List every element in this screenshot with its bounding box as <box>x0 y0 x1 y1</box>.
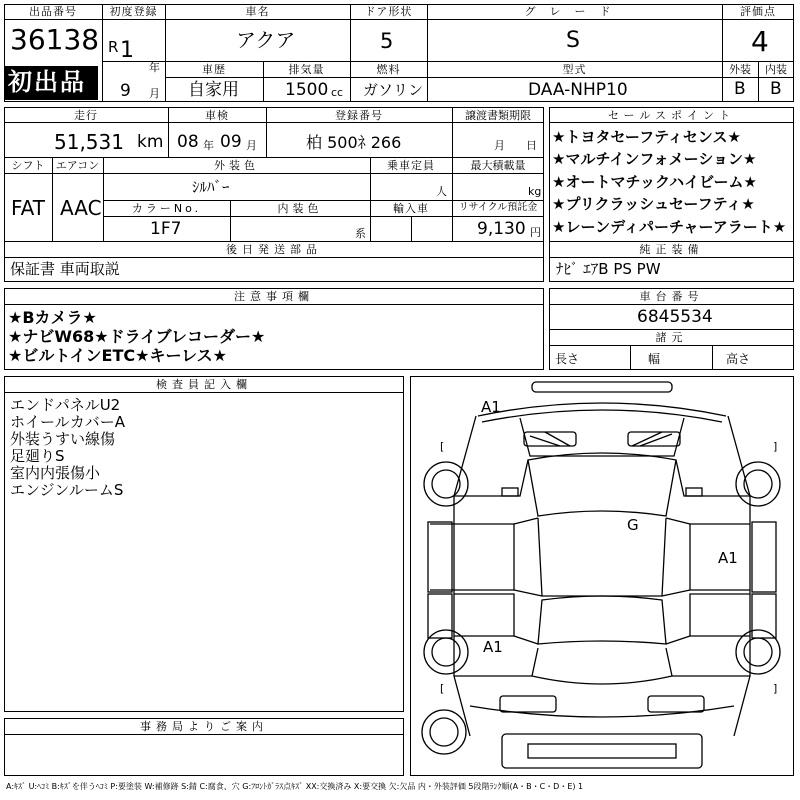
mileage-box <box>4 107 544 242</box>
later-parts-header: 後日発送部品 <box>226 243 322 256</box>
mileage-header: 走行 <box>74 109 98 122</box>
inspector-line: エンドパネルU2 <box>10 396 121 414</box>
lot-header: 出品番号 <box>29 5 77 18</box>
sales-points-header: セールスポイント <box>607 109 735 122</box>
registration-header: 初度登録 <box>109 5 158 18</box>
car-name-value: アクア <box>236 28 296 52</box>
damage-mark: A1 <box>483 638 503 656</box>
max-load-unit: kg <box>528 185 542 198</box>
displacement-unit: cc <box>331 86 344 99</box>
aircon-value: AAC <box>60 196 102 220</box>
capacity-unit: 人 <box>436 185 447 198</box>
model-header: 型式 <box>562 63 587 76</box>
inspection-header: 車検 <box>205 109 229 122</box>
interior-color-header: 内装色 <box>277 202 323 215</box>
note-line: ★ナビW68★ドライブレコーダー★ <box>8 327 266 346</box>
shift-value: FAT <box>11 196 46 220</box>
score-int-value: B <box>770 79 782 99</box>
inspection-month: 09 <box>220 132 242 152</box>
sales-point-item: ★オートマチックハイビーム★ <box>552 173 757 191</box>
office-header: 事務局よりご案内 <box>140 720 268 733</box>
car-diagram <box>410 376 794 776</box>
registration-year: 1 <box>120 38 134 63</box>
equipment-header: 純正装備 <box>639 243 704 256</box>
inspection-year: 08 <box>177 132 199 152</box>
color-no-header: カラーNo. <box>131 202 202 215</box>
mileage-unit: km <box>137 132 164 152</box>
sales-point-item: ★マルチインフォメーション★ <box>552 150 757 168</box>
transfer-month-unit: 月 <box>494 139 505 152</box>
inspection-year-unit: 年 <box>203 139 214 152</box>
grade-header: グレード <box>524 5 625 18</box>
recycle-header: リサイクル預託金 <box>458 202 538 213</box>
displacement-value: 1500 <box>285 80 329 100</box>
grade-value: S <box>566 28 580 53</box>
diagram-bracket: [ <box>440 682 445 695</box>
history-header: 車歴 <box>202 63 226 76</box>
dimension-height: 高さ <box>726 352 751 366</box>
interior-color-unit: 系 <box>355 227 366 240</box>
dimensions-header: 諸元 <box>655 331 688 344</box>
inspector-line: エンジンルームS <box>10 481 124 499</box>
later-parts-value: 保証書 車両取説 <box>10 260 120 278</box>
registration-month-unit: 月 <box>149 87 160 100</box>
damage-mark: G <box>627 516 639 534</box>
sales-point-item: ★レーンディパーチャーアラート★ <box>552 218 787 236</box>
registration-month: 9 <box>120 81 131 101</box>
chassis-value: 6845534 <box>637 307 713 327</box>
displacement-header: 排気量 <box>288 63 325 76</box>
note-line: ★ビルトインETC★キーレス★ <box>8 346 228 365</box>
max-load-header: 最大積載量 <box>470 159 526 172</box>
aircon-header: エアコン <box>55 159 100 172</box>
lot-number: 36138 <box>10 23 100 56</box>
registration-era: R <box>108 38 119 56</box>
score-header: 評価点 <box>740 5 776 18</box>
inspector-line: ホイールカバーA <box>10 413 125 431</box>
damage-mark: A1 <box>481 398 501 416</box>
dimension-length: 長さ <box>555 352 580 366</box>
plate-value: 柏 500ﾈ 266 <box>306 133 402 152</box>
diagram-bracket: ] <box>773 682 778 695</box>
chassis-header: 車台番号 <box>639 290 704 303</box>
fuel-header: 燃料 <box>376 63 401 76</box>
inspector-line: 室内内張傷小 <box>10 464 101 482</box>
mileage-value: 51,531 <box>54 130 124 154</box>
transfer-day-unit: 日 <box>526 139 537 152</box>
inspection-month-unit: 月 <box>246 139 257 152</box>
shift-header: シフト <box>11 159 45 172</box>
diagram-bracket: [ <box>440 440 445 453</box>
model-value: DAA-NHP10 <box>528 80 628 100</box>
score-ext-value: B <box>734 79 746 99</box>
legend-text: A:ｷｽﾞ U:ﾍｺﾐ B:ｷｽﾞを伴うﾍｺﾐ P:要塗装 W:補修跡 S:錆 C:腐食、穴 G:ﾌﾛﾝﾄｶﾞﾗｽ点ｷｽﾞ XX:交換済み X:要交換 欠:欠品 内・外装評価 5段階ﾗﾝｸ順(A・B・C・D・E) 1 <box>6 782 584 791</box>
transfer-deadline-header: 譲渡書類期限 <box>465 109 531 122</box>
fuel-value: ガソリン <box>363 81 424 99</box>
score-value: 4 <box>751 25 769 58</box>
equipment-value: ﾅﾋﾞ ｴｱB PS PW <box>556 260 661 278</box>
recycle-value: 9,130 <box>477 219 526 239</box>
doors-value: 5 <box>380 29 394 53</box>
inspector-line: 足廻りS <box>10 447 65 465</box>
registration-year-unit: 年 <box>149 61 160 74</box>
first-listing-label: 初出品 <box>8 68 86 96</box>
exterior-color-header: 外装色 <box>214 159 259 172</box>
dimension-width: 幅 <box>648 352 661 366</box>
damage-mark: A1 <box>718 549 738 567</box>
plate-header: 登録番号 <box>335 109 383 122</box>
history-value: 自家用 <box>188 80 239 100</box>
sales-point-item: ★トヨタセーフティセンス★ <box>552 128 741 146</box>
recycle-unit: 円 <box>530 226 541 239</box>
inspector-line: 外装うすい線傷 <box>10 430 116 448</box>
diagram-bracket: ] <box>773 440 778 453</box>
score-ext-header: 外装 <box>729 63 751 76</box>
exterior-color-value: ｼﾙﾊﾞｰ <box>192 178 230 196</box>
inspector-header: 検査員記入欄 <box>156 378 252 391</box>
notes-header: 注意事項欄 <box>234 290 314 303</box>
capacity-header: 乗車定員 <box>387 159 435 172</box>
import-car-header: 輸入車 <box>393 202 429 215</box>
note-line: ★Bカメラ★ <box>8 308 97 327</box>
sales-point-item: ★プリクラッシュセーフティ★ <box>552 195 755 213</box>
color-no-value: 1F7 <box>150 219 182 239</box>
score-int-header: 内装 <box>765 63 787 76</box>
car-name-header: 車名 <box>245 5 270 18</box>
doors-header: ドア形状 <box>364 5 413 18</box>
